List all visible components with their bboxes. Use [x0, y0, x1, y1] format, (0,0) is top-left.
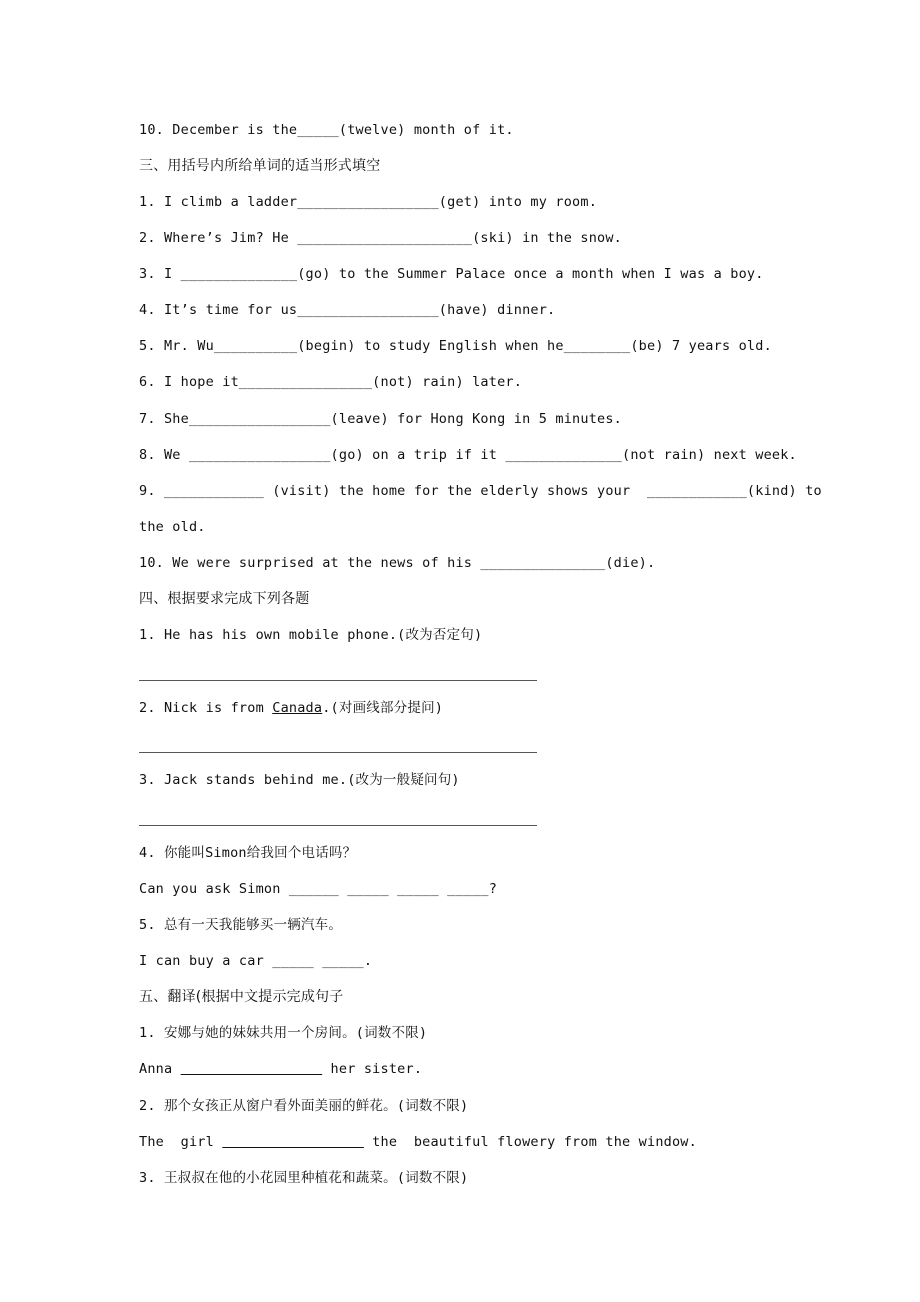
exercise-4-item-2	[139, 698, 443, 718]
answer-blank	[181, 1061, 323, 1077]
exercise-3-item-3: 3. I ______________(go) to the Summer Palace once a month when I was a boy.	[139, 266, 764, 282]
answer-line-3	[139, 825, 537, 826]
answer-line-2	[139, 752, 537, 753]
exercise-4-item-4: 4. 你能叫Simon给我回个电话吗？	[139, 845, 357, 861]
exercise-3-item-8: 8. We _________________(go) on a trip if it ______________(not rain) next week.	[139, 447, 797, 463]
exercise-3-item-1: 1. I climb a ladder_________________(get) into my room.	[139, 194, 598, 210]
exercise-4-item-3: 3. Jack stands behind me.(改为一般疑问句)	[139, 772, 460, 788]
answer-prefix: Anna	[139, 1061, 181, 1077]
answer-line-1	[139, 680, 537, 681]
underlined-word: Canada	[272, 700, 323, 716]
exercise-3-item-6: 6. I hope it________________(not) rain) later.	[139, 374, 523, 390]
exercise-3-item-2: 2. Where’s Jim? He _____________________(ski) in the snow.	[139, 230, 623, 246]
exercise-5-item-2: 2. 那个女孩正从窗户看外面美丽的鲜花。(词数不限)	[139, 1098, 469, 1114]
exercise-4-item-4-answer: Can you ask Simon ______ _____ _____ _____?	[139, 881, 498, 897]
exercise-5-item-3: 3. 王叔叔在他的小花园里种植花和蔬菜。(词数不限)	[139, 1170, 469, 1186]
exercise-5-item-2-answer	[139, 1132, 697, 1152]
exercise-4-item-2-suffix: .(对画线部分提问)	[322, 700, 444, 716]
answer-prefix: The girl	[139, 1134, 223, 1150]
section-3-heading: 三、用括号内所给单词的适当形式填空	[139, 158, 381, 174]
exercise-3-item-10: 10. We were surprised at the news of his _______________(die).	[139, 555, 656, 571]
exercise-3-item-4: 4. It’s time for us_________________(have) dinner.	[139, 302, 556, 318]
exercise-4-item-1: 1. He has his own mobile phone.(改为否定句)	[139, 627, 483, 643]
section-4-heading: 四、根据要求完成下列各题	[139, 591, 310, 607]
exercise-4-item-5: 5. 总有一天我能够买一辆汽车。	[139, 917, 343, 933]
answer-suffix: her sister.	[322, 1061, 423, 1077]
exercise-3-item-9-continued: the old.	[139, 519, 206, 535]
exercise-4-item-2-prefix: 2. Nick is from	[139, 700, 273, 716]
exercise-3-item-5: 5. Mr. Wu__________(begin) to study English when he________(be) 7 years old.	[139, 338, 772, 354]
exercise-3-item-9: 9. ____________ (visit) the home for the elderly shows your ____________(kind) to	[139, 483, 822, 499]
exercise-5-item-1: 1. 安娜与她的妹妹共用一个房间。(词数不限)	[139, 1025, 428, 1041]
section-5-heading: 五、翻译(根据中文提示完成句子	[139, 989, 344, 1005]
exercise-4-item-5-answer: I can buy a car _____ _____.	[139, 953, 373, 969]
exercise-5-item-1-answer	[139, 1059, 422, 1079]
answer-suffix: the beautiful flowery from the window.	[363, 1134, 697, 1150]
exercise-2-item-10: 10. December is the_____(twelve) month of it.	[139, 122, 514, 138]
answer-blank	[222, 1134, 364, 1150]
exercise-3-item-7: 7. She_________________(leave) for Hong Kong in 5 minutes.	[139, 411, 623, 427]
